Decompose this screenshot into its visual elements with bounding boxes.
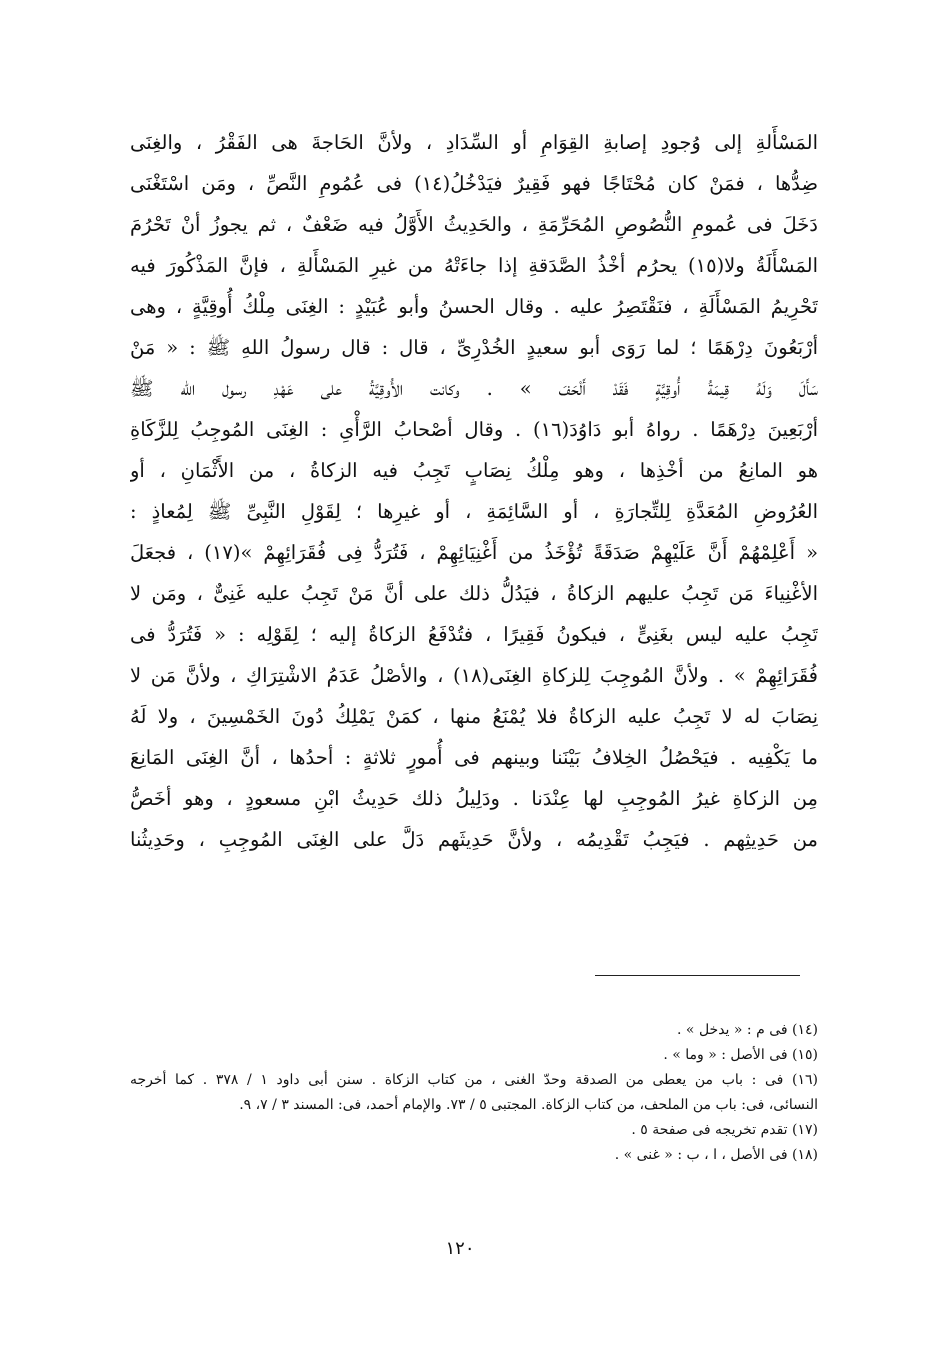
text-line: فُقَرَائِهِمْ » . ولأنَّ المُوجِبَ لِلزكاةِ الغِنَى(١٨) ، والأصْلُ عَدَمُ الاشْتِرَاكِ ، ولأنَّ مَن لا [130,664,818,687]
text-line: أرْبَعُونَ دِرْهَمًا ؛ لما رَوَى أبو سعيدٍ الخُدْرِىِّ ، قال : قال رسولُ اللهِ ﷺ : « مَنْ [130,336,818,359]
text-line: ضِدُّها ، فمَنْ كان مُحْتَاجًا فهو فَقِيرٌ فيَدْخُلُ(١٤) فى عُمُومِ النَّصِّ ، ومَن اسْتَغْنَى [130,172,818,195]
text-line: مِن الزكاةِ غيرُ المُوجِبِ لها عِنْدَنا . ودَلِيلُ ذلك حَدِيثُ ابْنِ مسعودٍ ، وهو أخَصُّ [130,787,818,810]
footnote: (١٥) فى الأصل : « وما » . [663,1047,818,1063]
footnote: (١٤) فى م : « يدخل » . [677,1022,818,1038]
text-line: أرْبَعِينَ دِرْهَمًا . رواهُ أبو دَاوُدَ(١٦) . وقال أصْحابُ الرَّأْىِ : الغِنَى المُوجِبُ لِلزَّكَاةِ [130,418,818,441]
text-line: تَحْرِيمُ المَسْأَلَةِ ، فنَقْتَصِرُ عليه . وقال الحسنُ وأبو عُبَيْدٍ : الغِنَى مِلْكُ أُوقِيَّةٍ ، وهى [130,295,818,318]
footnote: (١٨) فى الأصل ، ا ، ب : « غنى » . [614,1147,818,1163]
footnote: (١٦) فى : باب من يعطى من الصدقة وحدّ الغنى ، من كتاب الزكاة . سنن أبى داود ١ / ٣٧٨ . كما أخرجه [130,1072,818,1088]
footnote-separator [595,975,800,976]
main-text-block [130,122,818,860]
footnote: النسائى، فى: باب من الملحف، من كتاب الزكاة. المجتبى ٥ / ٧٣. والإمام أحمد، فى: المسند ٣ / ٧، ٩. [239,1097,818,1113]
page-number: ١٢٠ [445,1238,475,1259]
text-line: المَسْأَلةِ إلى وُجودِ إصابةِ القِوَامِ أو السِّدَادِ ، ولأنَّ الحَاجةَ هى الفَقْرُ ، والغِنَى [130,131,818,154]
footnote: (١٧) تقدم تخريجه فى صفحة ٥ . [631,1122,818,1138]
text-line: من حَدِيثِهم . فيَجِبُ تَقْدِيمُه ، ولأنَّ حَدِيثَهم دَلَّ على الغِنَى المُوجِبِ ، وحَدِيثُنا [130,828,818,851]
text-line: المَسْأَلَةُ ولا(١٥) يحرُم أخْذُ الصَّدَقةِ إذا جاءَتْهُ من غيرِ المَسْأَلةِ ، فإنَّ المَذْكُورَ فيه [130,254,818,277]
text-line: نِصَابَ له لا تَجِبُ عليه الزكاةُ فلا يُمْنَعُ منها ، كمَنْ يَمْلِكُ دُونَ الخَمْسِينَ ، ولا لَهُ [130,705,818,728]
text-line: دَخَلَ فى عُمومِ النُّصُوصِ المُحَرِّمَةِ ، والحَدِيثُ الأَوَّلُ فيه ضَعْفٌ ، ثم يجوزُ أنْ تَحْرُمَ [130,213,818,236]
text-line: الأغْنِياءَ مَن تَجِبُ عليهم الزكاةُ ، فيَدُلُّ ذلك على أنَّ مَنْ تَجِبُ عليه غَنِىٌّ ، ومَن لا [130,582,818,605]
footnotes-block [130,1018,818,1168]
text-line: هو المانِعُ من أخْذِها ، وهو مِلْكُ نِصَابٍ تَجِبُ فيه الزكاةُ ، من الأَثْمَانِ ، أو [130,459,818,482]
text-line: تَجِبُ عليه ليس بغَنِىٍّ ، فيكونُ فَقِيرًا ، فتُدْفَعُ الزكاةُ إليه ؛ لِقَوْلِه : « فَتُرَدُّ فى [130,623,818,646]
text-line: العُرُوضِ المُعَدَّةِ لِلتِّجارَةِ ، أو السَّائِمَةِ ، أو غيرِها ؛ لِقَوْلِ النَّبِىِّ ﷺ لِمُعاذٍ : [130,500,818,523]
text-line: « أَعْلِمْهُمْ أَنَّ عَلَيْهِمْ صَدَقَةً تُؤْخَذُ من أَغْنِيَائِهِمْ ، فَتُرَدُّ فِى فُقَرَائِهِمْ »(١٧) ، فجعَلَ [130,541,818,564]
text-line: سَأَلَ وَلَهُ قِيمَةُ أُوقِيَّةٍ فَقَدْ أَلْحَفَ » . وكانت الأُوقِيَّةُ على عَهْدِ رسول الله ﷺ [130,377,818,400]
text-line: ما يَكْفِيه . فيَحْصُلُ الخِلافُ بَيْنَنا وبينهم فى أُمورٍ ثلاثةٍ : أحدُها ، أنَّ الغِنَى المَانِعَ [130,746,818,769]
